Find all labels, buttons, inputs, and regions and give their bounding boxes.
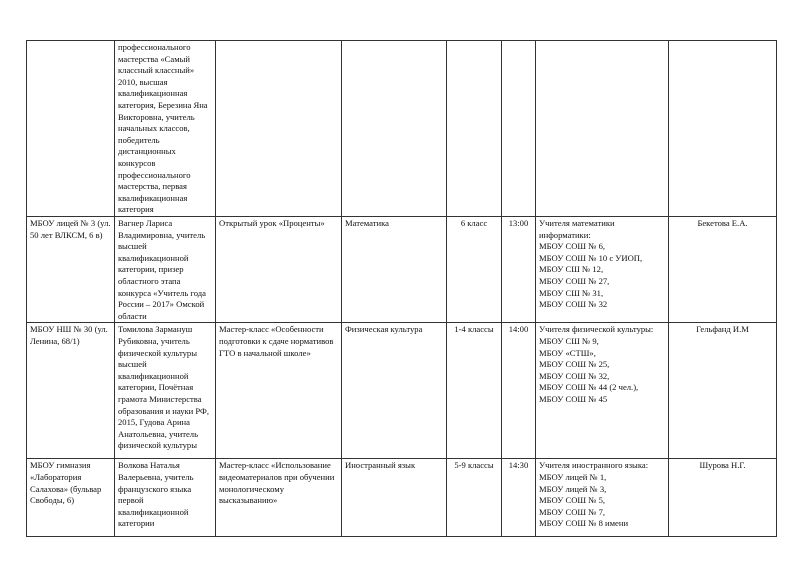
event-cell: Мастер-класс «Особенности подготовки к сдаче нормативов ГТО в начальной школе» (216, 323, 342, 459)
time-cell: 14:00 (502, 323, 536, 459)
time-cell (502, 41, 536, 217)
participants-line: МБОУ СОШ № 32, (539, 370, 610, 381)
event-cell: Мастер-класс «Использование видеоматериалов при обучении монологическому высказыванию» (216, 459, 342, 537)
participants-cell (536, 459, 669, 537)
participants-line: Учителя математики информатики: (539, 218, 615, 240)
grade-cell: 6 класс (447, 217, 502, 323)
participants-line: МБОУ «СТШ», (539, 347, 596, 358)
school-cell: МБОУ гимназия «Лаборатория Салахова» (бульвар Свободы, 6) (27, 459, 115, 537)
participants-line: МБОУ лицей № 3, (539, 483, 607, 494)
grade-cell (447, 41, 502, 217)
participants-line: МБОУ СОШ № 5, (539, 495, 606, 506)
participants-line: Учителя физической культуры: (539, 324, 654, 335)
responsible-cell: Шурова Н.Г. (669, 459, 777, 537)
event-cell (216, 41, 342, 217)
participants-line: МБОУ СОШ № 44 (2 чел.), (539, 382, 639, 393)
school-cell (27, 41, 115, 217)
subject-cell: Иностранный язык (342, 459, 447, 537)
participants-line: МБОУ СОШ № 6, (539, 241, 606, 252)
participants-line: МБОУ СШ № 9, (539, 335, 599, 346)
time-cell: 14:30 (502, 459, 536, 537)
time-cell: 13:00 (502, 217, 536, 323)
grade-cell: 5-9 классы (447, 459, 502, 537)
school-cell: МБОУ НШ № 30 (ул. Ленина, 68/1) (27, 323, 115, 459)
grade-cell: 1-4 классы (447, 323, 502, 459)
participants-line: МБОУ СОШ № 25, (539, 359, 610, 370)
participants-cell (536, 323, 669, 459)
teachers-cell: Вагнер Лариса Владимировна, учитель высшей квалификационной категории, призер областного этапа конкурса «Учитель года России – 2017» Омской области (115, 217, 216, 323)
event-cell: Открытый урок «Проценты» (216, 217, 342, 323)
teachers-cell: Волкова Наталья Валерьевна, учитель французского языка первой квалификационной категории (115, 459, 216, 537)
participants-line: МБОУ СОШ № 8 имени (539, 518, 629, 529)
participants-line: МБОУ СШ № 31, (539, 287, 604, 298)
participants-line: Учителя иностранного языка: (539, 460, 649, 471)
school-cell: МБОУ лицей № 3 (ул. 50 лет ВЛКСМ, 6 в) (27, 217, 115, 323)
participants-line: МБОУ лицей № 1, (539, 471, 607, 482)
subject-cell: Математика (342, 217, 447, 323)
teachers-cell: Томилова Зармануш Рубиковна, учитель физической культуры высшей квалификационной категории, Почётная грамота Министерства образования и науки РФ, 2015, Гудова Арина Анатольевна, учитель физической культуры (115, 323, 216, 459)
participants-cell (536, 41, 669, 217)
participants-line: МБОУ СОШ № 27, (539, 275, 610, 286)
responsible-cell: Бекетова Е.А. (669, 217, 777, 323)
participants-line: МБОУ СОШ № 7, (539, 506, 606, 517)
participants-line: МБОУ СОШ № 45 (539, 393, 608, 404)
participants-line: МБОУ СОШ № 32 (539, 299, 608, 310)
schedule-table (26, 40, 777, 537)
responsible-cell (669, 41, 777, 217)
participants-line: МБОУ СШ № 12, (539, 264, 604, 275)
participants-cell (536, 217, 669, 323)
subject-cell (342, 41, 447, 217)
teachers-cell (115, 41, 216, 217)
participants-line: МБОУ СОШ № 10 с УИОП, (539, 252, 643, 263)
responsible-cell: Гельфанд И.М (669, 323, 777, 459)
subject-cell: Физическая культура (342, 323, 447, 459)
table-row (27, 41, 777, 217)
table-row (27, 323, 777, 459)
table-row (27, 459, 777, 537)
teachers-text: профессионального мастерства «Самый классный классный» 2010, высшая квалификационная категория, Березина Яна Викторовна, учитель начальных классов, победитель дистанционных конкурсов профессионального мастерства, первая квалификационная категория (118, 42, 208, 215)
table-row (27, 217, 777, 323)
